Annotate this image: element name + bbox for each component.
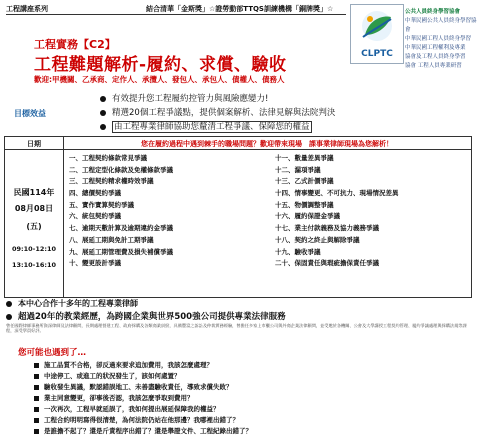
- list-item: [34, 360, 454, 371]
- topic-item: 九、展延工期管理費及損失補償爭議: [69, 247, 173, 256]
- lawyer-highlight: [6, 298, 138, 309]
- date-column-header: 日期: [27, 140, 41, 148]
- goal-item: [100, 120, 312, 132]
- series-label: 工程講座系列: [6, 5, 48, 13]
- square-bullet-icon: [34, 374, 39, 379]
- topic-item: 十九、驗收爭議: [275, 247, 321, 256]
- session-time: 13:10-16:10: [11, 261, 57, 269]
- goals-label: 目標效益: [14, 109, 46, 118]
- square-bullet-icon: [34, 363, 39, 368]
- bullet-icon: [6, 314, 12, 320]
- list-item: [34, 382, 454, 393]
- topic-item: 五、實作實算契約爭議: [69, 200, 134, 209]
- date-day: 08月08日: [14, 204, 54, 213]
- date-weekday: (五): [26, 222, 42, 231]
- goal-text: 有效提升您工程履約控管力與風險應變力!: [112, 94, 269, 104]
- association-line: 中華民國工程權利及專業: [405, 45, 466, 51]
- square-bullet-icon: [34, 407, 39, 412]
- topic-item: 十七、業主付款義務及協力義務爭議: [275, 224, 379, 233]
- table-header: [5, 137, 471, 150]
- topic-item: 十一、數量差異爭議: [275, 154, 334, 162]
- association-line: 中華民國工程人員終身學習: [405, 36, 472, 42]
- topic-item: 七、逾期天數計算及逾期違約金爭議: [69, 224, 173, 233]
- logo-text: CLPTC: [361, 49, 393, 59]
- topic-item: 二十、保固責任與瑕疵擔保責任爭議: [275, 259, 379, 268]
- date-year: 民國114年: [13, 188, 55, 197]
- session-time: 09:10-12:10: [11, 245, 57, 253]
- list-item: [34, 404, 454, 415]
- list-item: [34, 393, 454, 404]
- bullet-icon: [100, 124, 106, 130]
- square-bullet-icon: [34, 385, 39, 390]
- bullet-icon: [6, 301, 12, 307]
- goal-item: [100, 92, 268, 104]
- highlight-text: 本中心合作十多年的工程專業律師: [18, 299, 138, 308]
- question-text: 業主同意變更，卻事後否認，我該怎麼爭取到費用？: [44, 394, 194, 402]
- topic-item: 十、變更設計爭議: [69, 259, 121, 268]
- lawyer-bio: 曾任國際律師事務所資深律師及法律顧問，長期處理營建工程、政府採購及各類商業糾紛，具備豐富之訴訟及仲裁實務經驗，曾擔任多家上市櫃公司與外商企業法律顧問，並受邀於各機關、公會及大學講授工程契約管理、履約爭議處理與採購法規等課程，深受學員好評。: [6, 323, 467, 333]
- lawyer-highlight: [6, 310, 286, 322]
- topics-left-column: [69, 153, 269, 270]
- goal-text: 精選20個工程爭議點，提供個案解析、法律見解與法院判決: [112, 108, 336, 118]
- date-column: [5, 137, 64, 297]
- topic-item: 十三、乙式計價爭議: [275, 177, 334, 186]
- bullet-icon: [100, 96, 106, 102]
- square-bullet-icon: [34, 396, 39, 401]
- bullet-icon: [100, 110, 106, 116]
- topic-item: 一、工程契約條款常見爭議: [69, 154, 147, 162]
- course-code: 工程實務【C2】: [34, 38, 116, 51]
- association-line: 協會及工程人員終身學習: [405, 54, 466, 60]
- topic-item: 十二、漏項爭議: [275, 165, 321, 174]
- topic-item: 十八、契約之終止與解除爭議: [275, 235, 360, 244]
- topic-item: 十四、情事變更、不可抗力、現場情況差異: [275, 189, 399, 198]
- association-line: 協會 工程人員專業研習: [405, 63, 462, 69]
- topic-column-header: 您在履約過程中遇到棘手的職場問題？歡迎帶來現場 課事業律師現場為您解析！: [141, 140, 393, 148]
- question-text: 驗收發生異議，默認錯誤地工、未善盡驗收責任，導致求償失敗？: [44, 383, 233, 391]
- topic-item: 二、工程定型化條款及免權條款爭議: [69, 165, 173, 174]
- topic-item: 六、統包契約爭議: [69, 212, 121, 221]
- audience-line: 歡迎:甲機關、乙承商、定作人、承攬人、發包人、承包人、債權人、債務人: [34, 75, 285, 84]
- highlight-text: 超過20年的教業經歷，為跨國企業與世界500強公司提供專業法律服務: [18, 312, 286, 322]
- topic-item: 十六、履約保證金爭議: [275, 212, 340, 221]
- list-item: [34, 415, 454, 426]
- goal-text: 由工程專業律師協助您釐清工程爭議、保障您的權益: [114, 122, 310, 132]
- list-item: [34, 426, 454, 437]
- header-tagline: 結合清華「金斯獎」☆證勞動部TTQS訓練機構「銅牌獎」☆: [146, 5, 334, 13]
- question-text: 工程合約明明寫得很清楚，為何法院仍站在他那邊？我哪裡出錯了？: [44, 416, 239, 424]
- association-name: 公共人員終身學習協會: [405, 9, 461, 15]
- question-text: 施工品質不合格，卻反過來要求追加費用，我該怎麼處理？: [44, 361, 213, 369]
- encounters-list: [34, 360, 454, 437]
- encounters-title: 您可能也遇到了…: [18, 348, 87, 358]
- list-item: [34, 371, 454, 382]
- topic-item: 十五、物價調整爭議: [275, 200, 334, 209]
- header-divider: [6, 14, 346, 15]
- clptc-logo: [350, 4, 404, 64]
- question-text: 中途停工、或進工的狀況發生了，該如何處置？: [44, 372, 181, 380]
- schedule-table: [4, 136, 472, 298]
- association-line: 中華民國公共人員終身學習協會: [405, 18, 477, 33]
- association-info: [405, 8, 479, 71]
- topic-item: 八、展延工期與免計工期爭議: [69, 235, 154, 244]
- goal-item: [100, 106, 335, 118]
- topic-item: 三、工程契約精求權時效爭議: [69, 177, 154, 186]
- topic-item: 四、總價契約爭議: [69, 189, 121, 198]
- square-bullet-icon: [34, 429, 39, 434]
- question-text: 一次再次，工程早就延誤了，我如何提出展延保障我的權益？: [44, 405, 220, 413]
- question-text: 是誰擔不起了？還是斤責程序出錯了？還是舉證文件、工程紀錄出錯了？: [44, 427, 252, 435]
- square-bullet-icon: [34, 418, 39, 423]
- topics-right-column: [275, 153, 471, 270]
- leaf-emblem-icon: [357, 9, 397, 43]
- course-title: 工程難題解析-履約、求償、驗收: [34, 55, 287, 75]
